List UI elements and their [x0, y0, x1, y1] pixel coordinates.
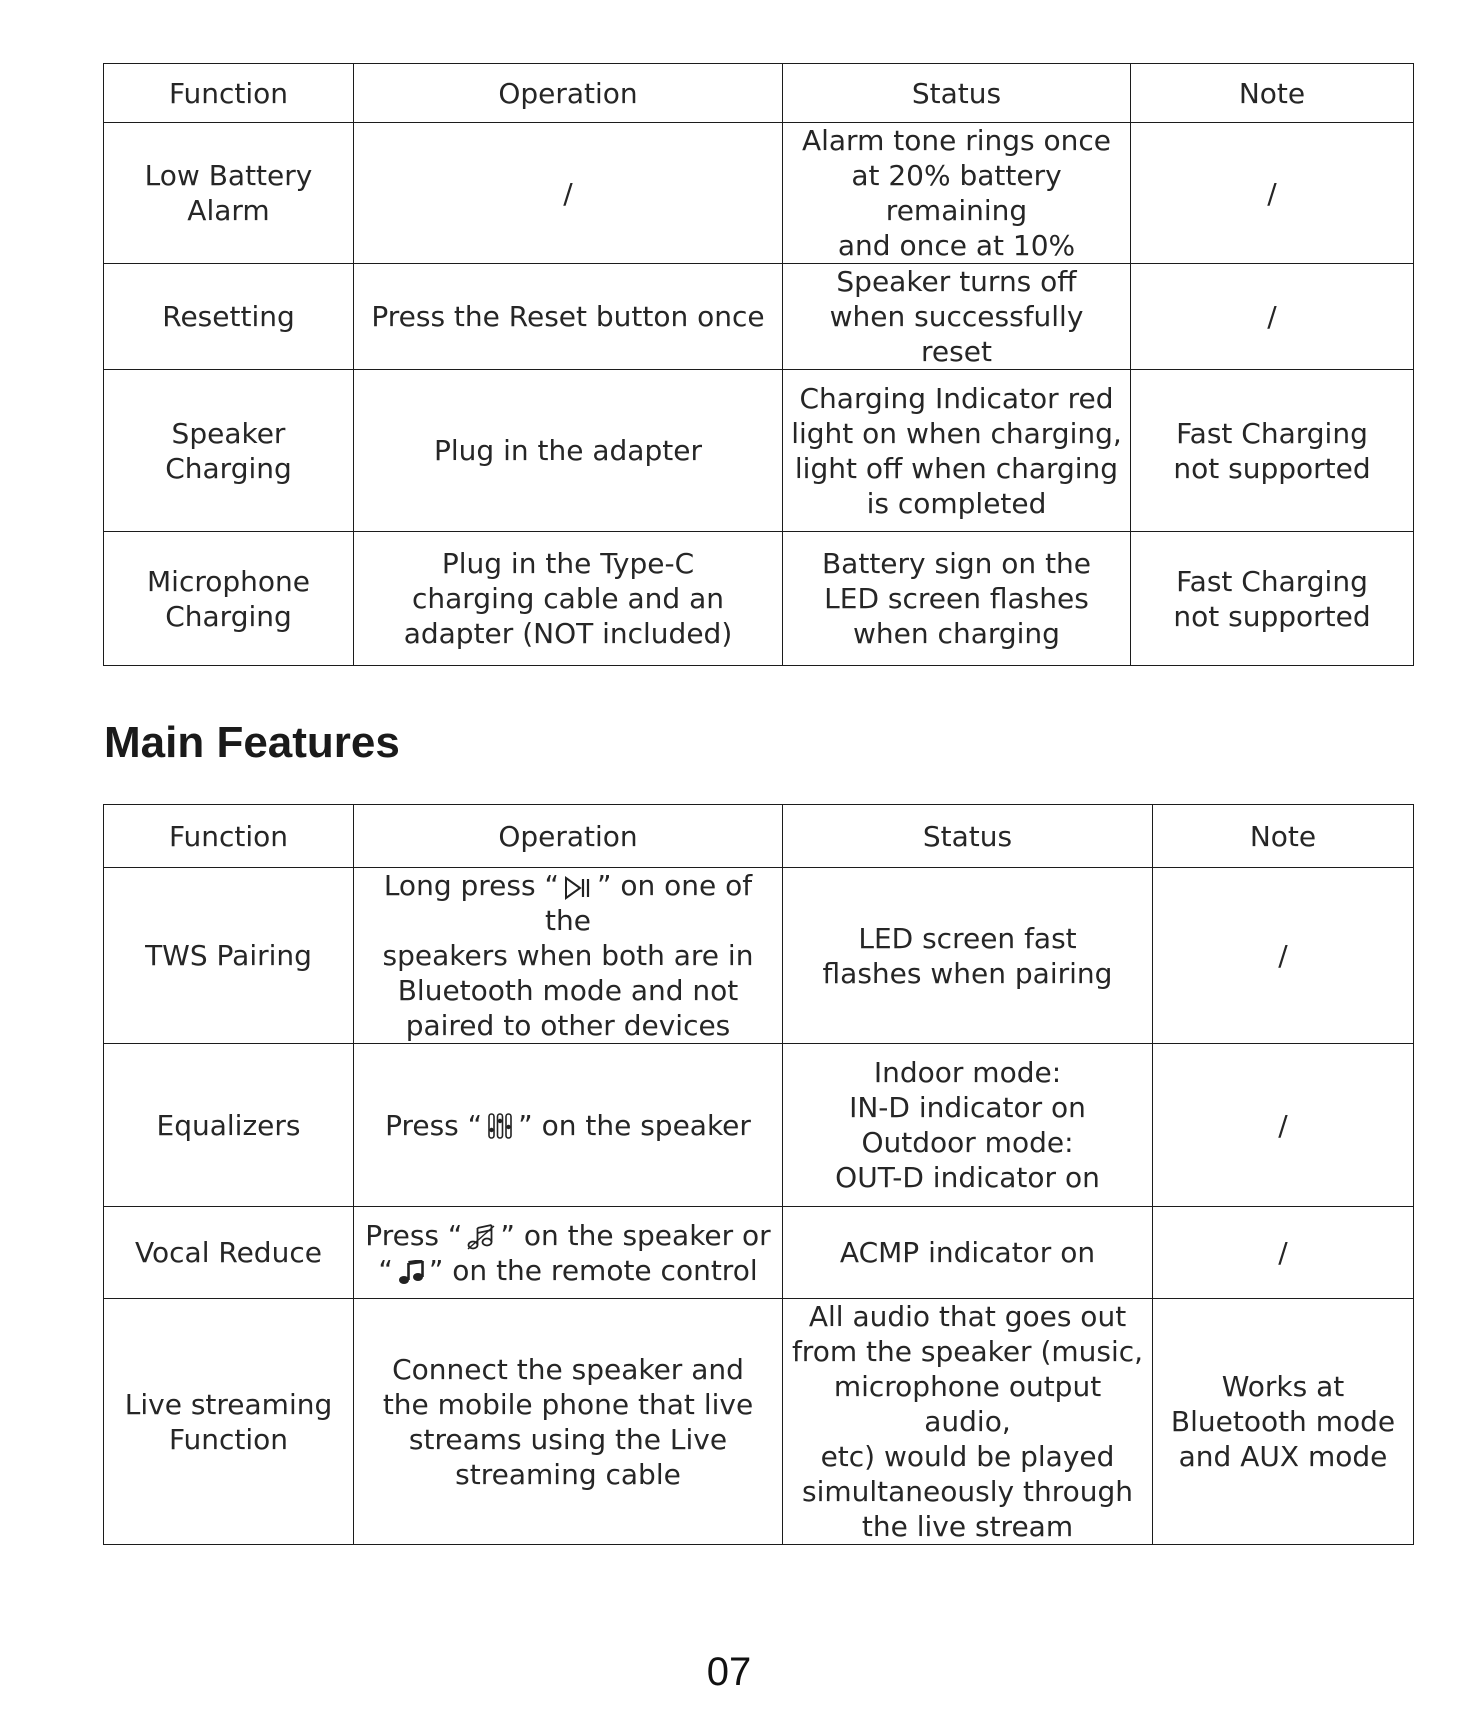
- section-title: Main Features: [104, 718, 400, 767]
- cell-note: Fast Charging not supported: [1131, 532, 1414, 666]
- operation-text-after: ” on the speaker or: [500, 1218, 771, 1252]
- header-operation: Operation: [354, 805, 783, 868]
- cell-operation: /: [354, 123, 783, 264]
- operation-text-before: Press “: [365, 1218, 463, 1252]
- cell-note: /: [1153, 868, 1414, 1044]
- vocal-reduce-icon: [466, 1223, 496, 1251]
- cell-note: /: [1153, 1207, 1414, 1299]
- table-row: [104, 532, 1414, 666]
- table-row: [104, 264, 1414, 370]
- table-row: [104, 123, 1414, 264]
- cell-function: Speaker Charging: [104, 370, 354, 532]
- charging-table: [103, 63, 1414, 666]
- cell-function: Equalizers: [104, 1044, 354, 1207]
- cell-operation: Press the Reset button once: [354, 264, 783, 370]
- header-note: Note: [1131, 64, 1414, 123]
- table-header-row: [104, 64, 1414, 123]
- music-note-icon: [397, 1260, 425, 1286]
- main-features-table: [103, 804, 1414, 1545]
- table-row: [104, 868, 1414, 1044]
- header-status: Status: [783, 805, 1153, 868]
- table-row: [104, 370, 1414, 532]
- cell-status: Charging Indicator red light on when charging, light off when charging is completed: [783, 370, 1131, 532]
- cell-function: Vocal Reduce: [104, 1207, 354, 1299]
- cell-status: Alarm tone rings once at 20% battery remaining and once at 10%: [783, 123, 1131, 264]
- header-note: Note: [1153, 805, 1414, 868]
- operation-text-before: “: [378, 1253, 393, 1287]
- cell-note: /: [1131, 264, 1414, 370]
- cell-function: Resetting: [104, 264, 354, 370]
- cell-function: TWS Pairing: [104, 868, 354, 1044]
- cell-status: Indoor mode: IN-D indicator on Outdoor mode: OUT-D indicator on: [783, 1044, 1153, 1207]
- cell-status: LED screen fast flashes when pairing: [783, 868, 1153, 1044]
- cell-operation: Plug in the Type-C charging cable and an adapter (NOT included): [354, 532, 783, 666]
- header-status: Status: [783, 64, 1131, 123]
- equalizer-icon: [486, 1111, 514, 1141]
- cell-status: Speaker turns off when successfully reset: [783, 264, 1131, 370]
- operation-text-before: Press “: [385, 1108, 483, 1142]
- play-pause-icon: [563, 875, 593, 901]
- cell-note: /: [1131, 123, 1414, 264]
- cell-status: All audio that goes out from the speaker (music, microphone output audio, etc) would be played simultaneously through the live stream: [783, 1299, 1153, 1545]
- cell-operation: [354, 1044, 783, 1207]
- table-row: [104, 1207, 1414, 1299]
- cell-status: ACMP indicator on: [783, 1207, 1153, 1299]
- operation-text-after: ” on one of the speakers when both are in Bluetooth mode and not paired to other devices: [382, 869, 754, 1042]
- table-row: [104, 1299, 1414, 1545]
- cell-status: Battery sign on the LED screen flashes when charging: [783, 532, 1131, 666]
- header-operation: Operation: [354, 64, 783, 123]
- operation-text-before: Long press “: [383, 869, 559, 902]
- page-number: 07: [706, 1650, 752, 1694]
- cell-operation: [354, 1207, 783, 1299]
- cell-operation: Connect the speaker and the mobile phone that live streams using the Live streaming cable: [354, 1299, 783, 1545]
- operation-text-after: ” on the remote control: [428, 1253, 758, 1287]
- cell-note: Works at Bluetooth mode and AUX mode: [1153, 1299, 1414, 1545]
- cell-note: /: [1153, 1044, 1414, 1207]
- cell-operation: [354, 868, 783, 1044]
- cell-function: Live streaming Function: [104, 1299, 354, 1545]
- cell-function: Low Battery Alarm: [104, 123, 354, 264]
- cell-operation: Plug in the adapter: [354, 370, 783, 532]
- operation-text-after: ” on the speaker: [518, 1108, 751, 1142]
- cell-function: Microphone Charging: [104, 532, 354, 666]
- header-function: Function: [104, 64, 354, 123]
- table-row: [104, 1044, 1414, 1207]
- table-header-row: [104, 805, 1414, 868]
- cell-note: Fast Charging not supported: [1131, 370, 1414, 532]
- header-function: Function: [104, 805, 354, 868]
